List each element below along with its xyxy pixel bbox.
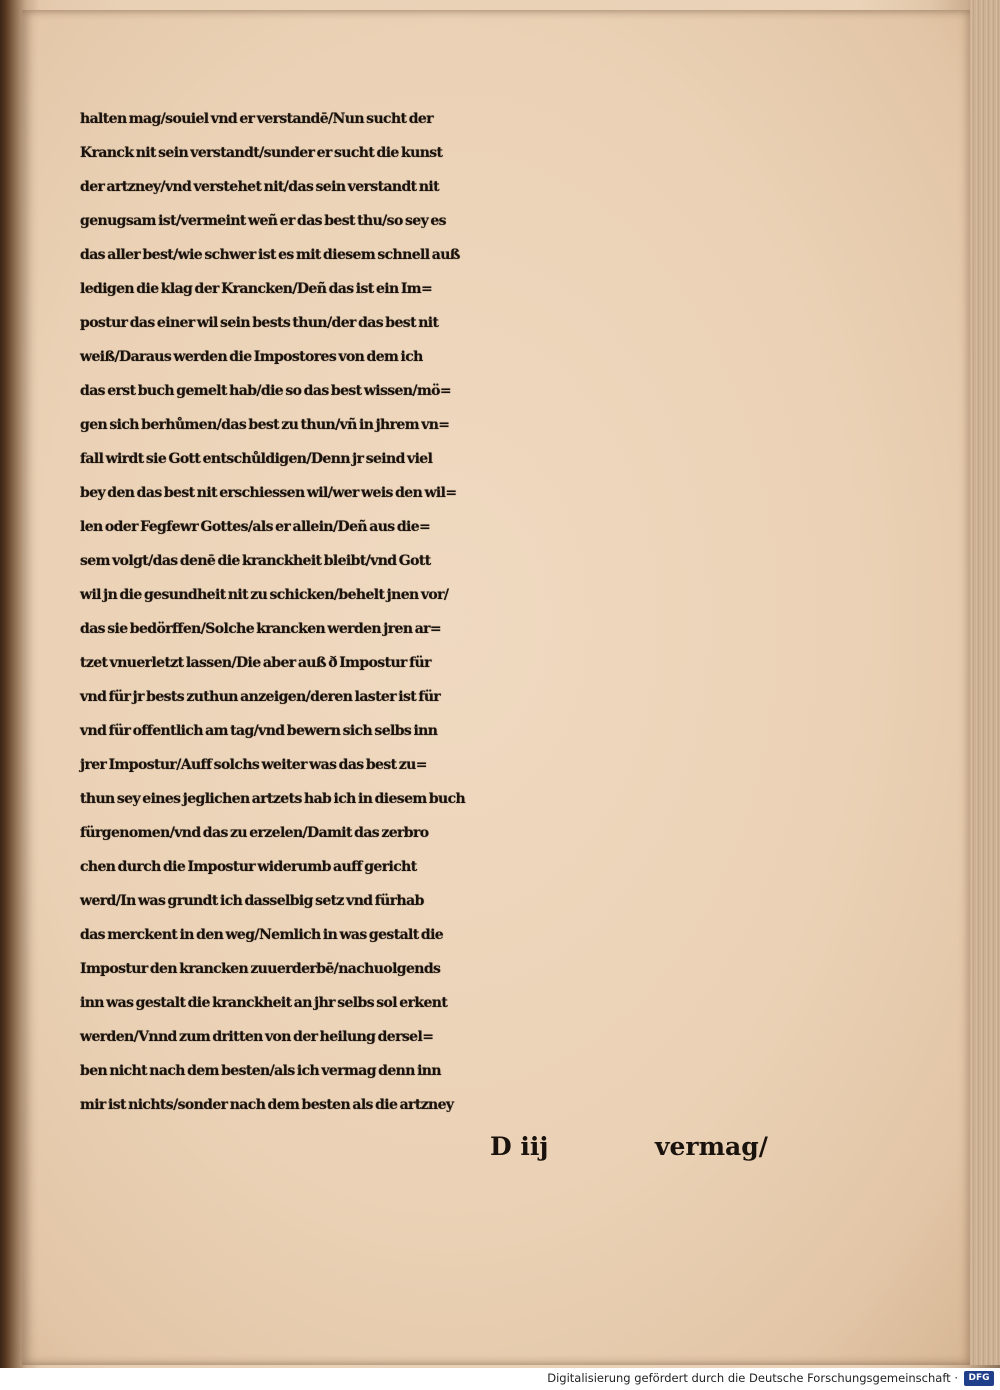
- dfg-logo-icon: DFG: [964, 1371, 994, 1386]
- text-line: das sie bedörffen/Solche krancken werden jren ar=: [80, 621, 442, 637]
- text-line: fall wirdt sie Gott entschůldigen/Denn jr seind viel: [80, 451, 433, 467]
- signature-mark: D iij: [490, 1132, 549, 1161]
- text-line: inn was gestalt die kranckheit an jhr selbs sol erkent: [80, 995, 448, 1011]
- text-line: werd/In was grundt ich dasselbig setz vnd fürhab: [80, 893, 424, 909]
- page-edge-stack: [970, 0, 1000, 1365]
- catchword: vermag/: [655, 1132, 768, 1161]
- text-line: der artzney/vnd verstehet nit/das sein verstandt nit: [80, 179, 439, 195]
- text-line: werden/Vnnd zum dritten von der heilung dersel=: [80, 1029, 434, 1045]
- credit-text: Digitalisierung gefördert durch die Deutsche Forschungsgemeinschaft ·: [547, 1371, 958, 1385]
- text-line: tzet vnuerletzt lassen/Die aber auß ð Impostur für: [80, 655, 431, 671]
- text-line: das merckent in den weg/Nemlich in was gestalt die: [80, 927, 444, 943]
- text-line: das aller best/wie schwer ist es mit diesem schnell auß: [80, 247, 460, 263]
- text-line: len oder Fegfewr Gottes/als er allein/Deñ aus die=: [80, 519, 431, 535]
- text-line: jrer Impostur/Auff solchs weiter was das best zu=: [80, 757, 427, 773]
- text-line: gen sich berhůmen/das best zu thun/vñ in jhrem vn=: [80, 417, 450, 433]
- page-footer: [80, 1130, 800, 1164]
- text-line: Kranck nit sein verstandt/sunder er sucht die kunst: [80, 145, 443, 161]
- text-line: halten mag/souiel vnd er verstandē/Nun sucht der: [80, 111, 433, 127]
- text-line: thun sey eines jeglichen artzets hab ich in diesem buch: [80, 791, 466, 807]
- text-line: vnd für jr bests zuthun anzeigen/deren laster ist für: [80, 689, 441, 705]
- text-line: sem volgt/das denē die kranckheit bleibt/vnd Gott: [80, 553, 431, 569]
- text-block: [80, 102, 800, 1122]
- text-line: ledigen die klag der Krancken/Deñ das ist ein Im=: [80, 281, 433, 297]
- credit-bar: [0, 1368, 1000, 1390]
- text-line: chen durch die Impostur widerumb auff gericht: [80, 859, 417, 875]
- text-line: ben nicht nach dem besten/als ich vermag denn inn: [80, 1063, 441, 1079]
- text-line: postur das einer wil sein bests thun/der das best nit: [80, 315, 439, 331]
- text-line: vnd für offentlich am tag/vnd bewern sich selbs inn: [80, 723, 438, 739]
- text-line: wil jn die gesundheit nit zu schicken/behelt jnen vor/: [80, 587, 449, 603]
- text-line: fürgenomen/vnd das zu erzelen/Damit das zerbro: [80, 825, 429, 841]
- text-line: genugsam ist/vermeint weñ er das best thu/so sey es: [80, 213, 446, 229]
- text-line: weiß/Daraus werden die Impostores von dem ich: [80, 349, 423, 365]
- book-page: [22, 10, 970, 1365]
- text-line: bey den das best nit erschiessen wil/wer weis den wil=: [80, 485, 457, 501]
- text-line: mir ist nichts/sonder nach dem besten als die artzney: [80, 1097, 454, 1113]
- text-line: Impostur den krancken zuuerderbē/nachuolgends: [80, 961, 441, 977]
- text-line: das erst buch gemelt hab/die so das best wissen/mö=: [80, 383, 452, 399]
